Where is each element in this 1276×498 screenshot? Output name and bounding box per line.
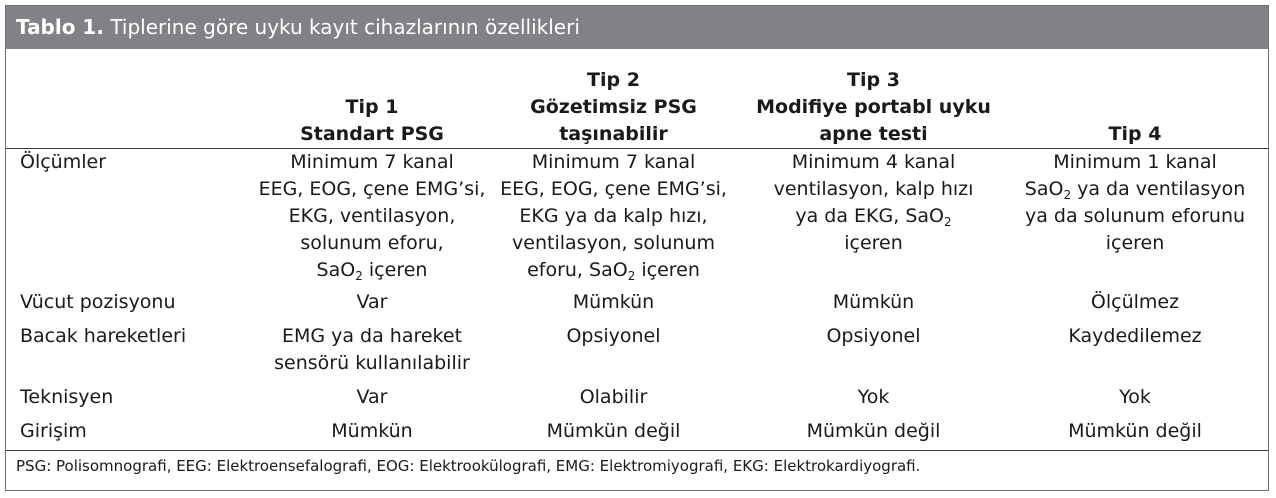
- row-label-girisim: Girişim: [20, 420, 87, 442]
- cell-olcumler-tip3: [741, 149, 1006, 257]
- subscript: 2: [943, 215, 952, 229]
- cell-line: Minimum 7 kanal: [290, 151, 454, 173]
- sao2-text: SaO: [589, 259, 628, 281]
- header-line: Tip 1: [345, 96, 399, 118]
- cell-line: içeren: [1105, 232, 1165, 254]
- cell-bacak-tip2: Opsiyonel: [566, 325, 661, 347]
- cell-text: ya da EKG,: [795, 205, 900, 227]
- cell-line: Minimum 1 kanal: [1053, 151, 1217, 173]
- header-line: Standart PSG: [300, 123, 444, 145]
- header-line: taşınabilir: [559, 123, 668, 145]
- cell-line: içeren: [844, 232, 903, 254]
- cell-line: EMG ya da hareket: [281, 325, 463, 347]
- cell-teknisyen-tip2: Olabilir: [579, 386, 648, 408]
- cell-vucut-tip3: Mümkün: [832, 291, 915, 313]
- row-label-vucut: Vücut pozisyonu: [20, 291, 176, 313]
- cell-vucut-tip1: Var: [356, 291, 388, 313]
- cell-line: EKG ya da kalp hızı,: [519, 205, 708, 227]
- header-line: apne testi: [819, 123, 928, 145]
- cell-line: EKG, ventilasyon,: [288, 205, 456, 227]
- subscript: 2: [355, 269, 363, 283]
- table-footnote: PSG: Polisomnografi, EEG: Elektroensefalografi, EOG: Elektrookülografi, EMG: Elektromiyografi, EKG: Elektrokardiyografi.: [16, 457, 921, 475]
- cell-line: ventilasyon, solunum: [512, 232, 715, 254]
- cell-bacak-tip1: [232, 323, 512, 377]
- row-label-bacak: Bacak hareketleri: [20, 325, 187, 347]
- cell-girisim-tip3: Mümkün değil: [806, 420, 941, 442]
- cell-vucut-tip4: Ölçülmez: [1090, 291, 1180, 313]
- cell-olcumler-tip2: [486, 149, 741, 284]
- footer-divider: [6, 450, 1268, 451]
- cell-text: içeren: [641, 259, 700, 281]
- subscript: 2: [1063, 188, 1072, 202]
- cell-text: eforu,: [527, 259, 583, 281]
- column-header-tip4: [1006, 62, 1264, 148]
- cell-olcumler-tip1: [232, 149, 512, 284]
- header-line: Tip 3: [847, 69, 900, 91]
- cell-teknisyen-tip1: Var: [356, 386, 388, 408]
- cell-girisim-tip1: Mümkün: [331, 420, 413, 442]
- cell-line: [1006, 176, 1264, 203]
- cell-vucut-tip2: Mümkün: [572, 291, 655, 313]
- cell-girisim-tip2: Mümkün değil: [546, 420, 681, 442]
- cell-line: ya da solunum eforunu: [1024, 205, 1246, 227]
- header-line: Tip 4: [1108, 123, 1162, 145]
- subscript: 2: [627, 269, 636, 283]
- column-header-tip1: [232, 62, 512, 148]
- cell-line: Minimum 4 kanal: [791, 151, 956, 173]
- header-line: Gözetimsiz PSG: [530, 96, 697, 118]
- cell-line: [486, 257, 741, 284]
- sao2-text: SaO: [905, 205, 944, 227]
- cell-text: içeren: [368, 259, 428, 281]
- cell-line: ventilasyon, kalp hızı: [773, 178, 974, 200]
- cell-bacak-tip4: Kaydedilemez: [1068, 325, 1202, 347]
- column-header-tip3: [741, 62, 1006, 148]
- column-header-tip2: [486, 62, 741, 148]
- table-title: [6, 6, 1268, 49]
- table-caption: Tiplerine göre uyku kayıt cihazlarının özellikleri: [110, 15, 580, 39]
- cell-bacak-tip3: Opsiyonel: [826, 325, 921, 347]
- header-line: Modifiye portabl uyku: [756, 96, 991, 118]
- table-label: Tablo 1.: [16, 15, 104, 39]
- sao2-text: SaO: [316, 259, 356, 281]
- cell-line: sensörü kullanılabilir: [274, 352, 470, 374]
- cell-line: [741, 203, 1006, 230]
- row-label-olcumler: Ölçümler: [20, 151, 107, 173]
- cell-teknisyen-tip4: Yok: [1119, 386, 1151, 408]
- cell-olcumler-tip4: [1006, 149, 1264, 257]
- header-line: Tip 2: [587, 69, 640, 91]
- cell-line: Minimum 7 kanal: [531, 151, 696, 173]
- sao2-text: SaO: [1024, 178, 1064, 200]
- table-frame: [5, 5, 1269, 491]
- cell-line: EEG, EOG, çene EMG’si,: [500, 178, 727, 200]
- cell-text: ya da ventilasyon: [1077, 178, 1246, 200]
- cell-teknisyen-tip3: Yok: [857, 386, 890, 408]
- cell-line: [232, 257, 512, 284]
- cell-line: EEG, EOG, çene EMG’si,: [258, 178, 486, 200]
- row-label-teknisyen: Teknisyen: [20, 386, 114, 408]
- cell-girisim-tip4: Mümkün değil: [1068, 420, 1202, 442]
- cell-line: solunum eforu,: [300, 232, 444, 254]
